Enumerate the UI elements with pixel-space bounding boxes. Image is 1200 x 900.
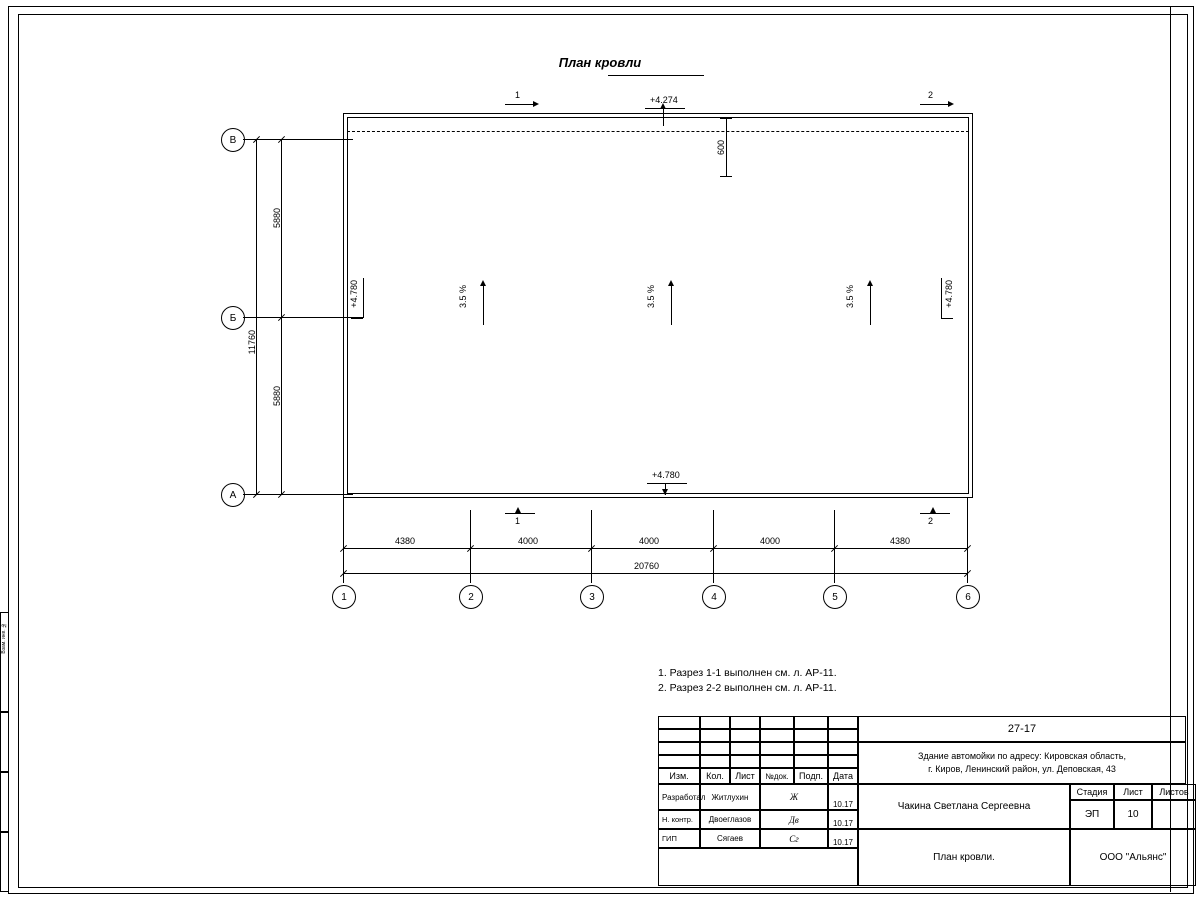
- section-mark-2-bottom-line: [920, 513, 950, 514]
- tb-sheet-name: План кровли.: [858, 829, 1070, 886]
- parapet-dim-line: [726, 118, 727, 176]
- section-mark-2-top-arrow: [948, 101, 954, 107]
- dim-h-total-label: 20760: [634, 561, 660, 571]
- dim-v-ext-2: [265, 494, 293, 495]
- tb-date-2: 10.17: [828, 829, 858, 848]
- elevation-left-mid-leader: [351, 318, 363, 319]
- slope-label-2: 3.5 %: [646, 285, 656, 309]
- dim-h-total-line: [343, 573, 967, 574]
- elevation-top-center-bar: [645, 108, 685, 109]
- tb-stage-value-listov: [1152, 800, 1196, 829]
- axis-circle-h-4: 5: [823, 585, 847, 609]
- parapet-dashed-line: [347, 131, 969, 132]
- tb-col-podp: Подп.: [794, 768, 828, 784]
- tb-grid-r2c0: [658, 742, 700, 755]
- tb-object: [858, 742, 1186, 784]
- tb-stage-header-listov: Листов: [1152, 784, 1196, 800]
- slope-arrow-line-1: [483, 285, 484, 325]
- elevation-left-mid: +4.780: [349, 280, 359, 308]
- tb-object-line1: Здание автомойки по адресу: Кировская область,: [918, 751, 1126, 761]
- elevation-top-center: +4.274: [650, 95, 678, 105]
- tb-grid-r3c1: [700, 755, 730, 768]
- tb-date-0: 10.17: [828, 784, 858, 810]
- notes-block: [658, 666, 837, 696]
- axis-circle-h-3: 4: [702, 585, 726, 609]
- parapet-dim-tick-top: [720, 118, 732, 119]
- tb-grid-r2c1: [700, 742, 730, 755]
- axis-circle-h-5: 6: [956, 585, 980, 609]
- tb-col-list: Лист: [730, 768, 760, 784]
- axis-line-v-2: [243, 494, 353, 495]
- tb-object-line2: г. Киров, Ленинский район, ул. Деповская, 43: [928, 764, 1116, 774]
- section-mark-1-bottom-line: [505, 513, 535, 514]
- parapet-dim-label: 600: [716, 140, 726, 156]
- tb-grid-r0c2: [730, 716, 760, 729]
- tb-stage-value-list: 10: [1114, 800, 1152, 829]
- tb-grid-r0c5: [828, 716, 858, 729]
- elevation-top-center-leader: [663, 108, 664, 126]
- axis-circle-h-0: 1: [332, 585, 356, 609]
- section-mark-1-top-line: [505, 104, 535, 105]
- dim-h-label-2: 4000: [639, 536, 660, 546]
- tb-stage-value-stadia: ЭП: [1070, 800, 1114, 829]
- tb-name-2: Сягаев: [700, 829, 760, 848]
- note-line-1: 1. Разрез 1-1 выполнен см. л. АР-11.: [658, 667, 837, 679]
- tb-grid-r1c0: [658, 729, 700, 742]
- tb-stage-header-list: Лист: [1114, 784, 1152, 800]
- tb-sign-2: Сг: [760, 829, 828, 848]
- dim-h-label-0: 4380: [395, 536, 416, 546]
- elevation-bottom-center-arrow: [662, 489, 668, 495]
- section-mark-2-top-line: [920, 104, 950, 105]
- tb-grid-r1c2: [730, 729, 760, 742]
- tb-name-1: Двоеглазов: [700, 810, 760, 829]
- elevation-right-mid: +4.780: [944, 280, 954, 308]
- tb-grid-r0c4: [794, 716, 828, 729]
- tb-grid-r3c4: [794, 755, 828, 768]
- dim-v-label-1: 5880: [272, 386, 282, 407]
- dim-h-label-3: 4000: [760, 536, 781, 546]
- tb-grid-r3c2: [730, 755, 760, 768]
- tb-customer: Чакина Светлана Сергеевна: [858, 784, 1070, 829]
- tb-col-data: Дата: [828, 768, 858, 784]
- tb-col-ndok: №док.: [760, 768, 794, 784]
- tb-role-1: Н. контр.: [658, 810, 700, 829]
- section-mark-1-bottom-arrow: [515, 507, 521, 513]
- dim-h-label-1: 4000: [518, 536, 539, 546]
- parapet-dim-tick-bottom: [720, 176, 732, 177]
- tb-grid-r1c1: [700, 729, 730, 742]
- tb-name-0: Житлухин: [700, 784, 760, 810]
- tb-bottom-left-empty: [658, 848, 858, 886]
- tb-grid-r1c4: [794, 729, 828, 742]
- page-title-underline: [608, 75, 704, 76]
- tb-project-code: 27-17: [858, 716, 1186, 742]
- section-mark-1-top-arrow: [533, 101, 539, 107]
- elevation-bottom-center: +4.780: [652, 470, 680, 480]
- elevation-right-mid-bar: [941, 278, 942, 318]
- slope-arrow-head-1: [480, 280, 486, 286]
- tb-grid-r0c1: [700, 716, 730, 729]
- tb-grid-r1c3: [760, 729, 794, 742]
- title-block: [658, 716, 1189, 886]
- slope-arrow-head-3: [867, 280, 873, 286]
- elevation-left-mid-bar: [363, 278, 364, 318]
- section-mark-2-bottom-label: 2: [928, 516, 934, 526]
- tb-grid-r3c5: [828, 755, 858, 768]
- tb-date-1: 10.17: [828, 810, 858, 829]
- slope-arrow-line-3: [870, 285, 871, 325]
- dim-v-ext-1: [265, 317, 293, 318]
- section-mark-1-bottom-label: 1: [515, 516, 521, 526]
- margin-stub-text: Взам. инв. №: [1, 622, 7, 654]
- tb-grid-r3c0: [658, 755, 700, 768]
- axis-line-v-1: [243, 317, 363, 318]
- axis-line-h-0: [343, 498, 344, 583]
- axis-circle-h-1: 2: [459, 585, 483, 609]
- section-mark-1-top-label: 1: [515, 90, 521, 100]
- note-line-2: 2. Разрез 2-2 выполнен см. л. АР-11.: [658, 682, 837, 694]
- roof-outline-inner: [347, 117, 969, 494]
- margin-stub-2: [0, 712, 9, 772]
- tb-grid-r0c3: [760, 716, 794, 729]
- dim-h-chain-line: [343, 548, 967, 549]
- dim-v-label-0: 5880: [272, 208, 282, 229]
- tb-grid-r1c5: [828, 729, 858, 742]
- axis-circle-v-1: Б: [221, 306, 245, 330]
- margin-stub-4: [0, 832, 9, 892]
- section-mark-2-top-label: 2: [928, 90, 934, 100]
- tb-grid-r2c4: [794, 742, 828, 755]
- tb-grid-r3c3: [760, 755, 794, 768]
- tb-grid-r2c5: [828, 742, 858, 755]
- axis-circle-h-2: 3: [580, 585, 604, 609]
- axis-circle-v-2: А: [221, 483, 245, 507]
- slope-arrow-line-2: [671, 285, 672, 325]
- dim-h-label-4: 4380: [890, 536, 911, 546]
- dim-v-total-label: 11760: [247, 330, 257, 355]
- margin-stub-3: [0, 772, 9, 832]
- axis-line-v-0: [243, 139, 353, 140]
- tb-sign-1: Дв: [760, 810, 828, 829]
- slope-label-3: 3.5 %: [845, 285, 855, 309]
- tb-grid-r2c3: [760, 742, 794, 755]
- tb-role-2: ГИП: [658, 829, 700, 848]
- dim-v-total-line: [256, 139, 257, 494]
- tb-col-izm: Изм.: [658, 768, 700, 784]
- tb-grid-r2c2: [730, 742, 760, 755]
- tb-company: ООО "Альянс": [1070, 829, 1196, 886]
- dim-v-ext-0: [265, 139, 293, 140]
- slope-arrow-head-2: [668, 280, 674, 286]
- elevation-right-mid-leader: [941, 318, 953, 319]
- tb-col-kol: Кол.: [700, 768, 730, 784]
- tb-grid-r0c0: [658, 716, 700, 729]
- tb-sign-0: Ж: [760, 784, 828, 810]
- elevation-bottom-center-bar: [647, 483, 687, 484]
- axis-circle-v-0: В: [221, 128, 245, 152]
- tb-stage-header-stadia: Стадия: [1070, 784, 1114, 800]
- tb-role-0: Разработал: [658, 784, 700, 810]
- page-title: План кровли: [558, 55, 642, 70]
- section-mark-2-bottom-arrow: [930, 507, 936, 513]
- axis-line-h-5: [967, 498, 968, 583]
- slope-label-1: 3.5 %: [458, 285, 468, 309]
